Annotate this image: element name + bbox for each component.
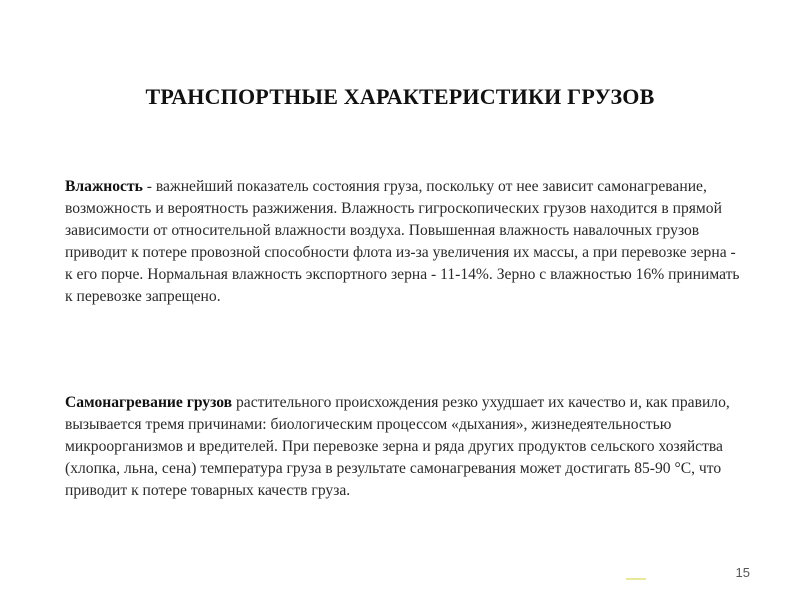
page-number: 15 [735,565,750,580]
footer-decoration [626,578,646,580]
term-humidity: Влажность [65,178,143,195]
paragraph-humidity [65,176,745,308]
slide-title: ТРАНСПОРТНЫЕ ХАРАКТЕРИСТИКИ ГРУЗОВ [145,84,655,109]
term-self-heating: Самонагревание грузов [65,394,233,411]
paragraph-humidity-text: - важнейший показатель состояния груза, поскольку от нее зависит самонагревание, возможность и вероятность разжижения. Влажность гигроскопических грузов находится в прямой зависимости от относительной влажности воздуха. Повышенная влажность навалочных грузов приводит к потере провозной способности флота из-за увеличения их массы, а при перевозке зерна - к его порче. Нормальная влажность экспортного зерна - 11-14%. Зерно с влажностью 16% принимать к перевозке запрещено. [65,178,740,305]
paragraph-self-heating [65,392,745,502]
paragraph-self-heating-text: растительного происхождения резко ухудшает их качество и, как правило, вызывается тремя причинами: биологическим процессом «дыхания», жизнедеятельностью микроорганизмов и вредителей. При перевозке зерна и ряда других продуктов сельского хозяйства (хлопка, льна, сена) температура груза в результате самонагревания может достигать 85-90 °С, что приводит к потере товарных качеств груза. [65,394,730,499]
